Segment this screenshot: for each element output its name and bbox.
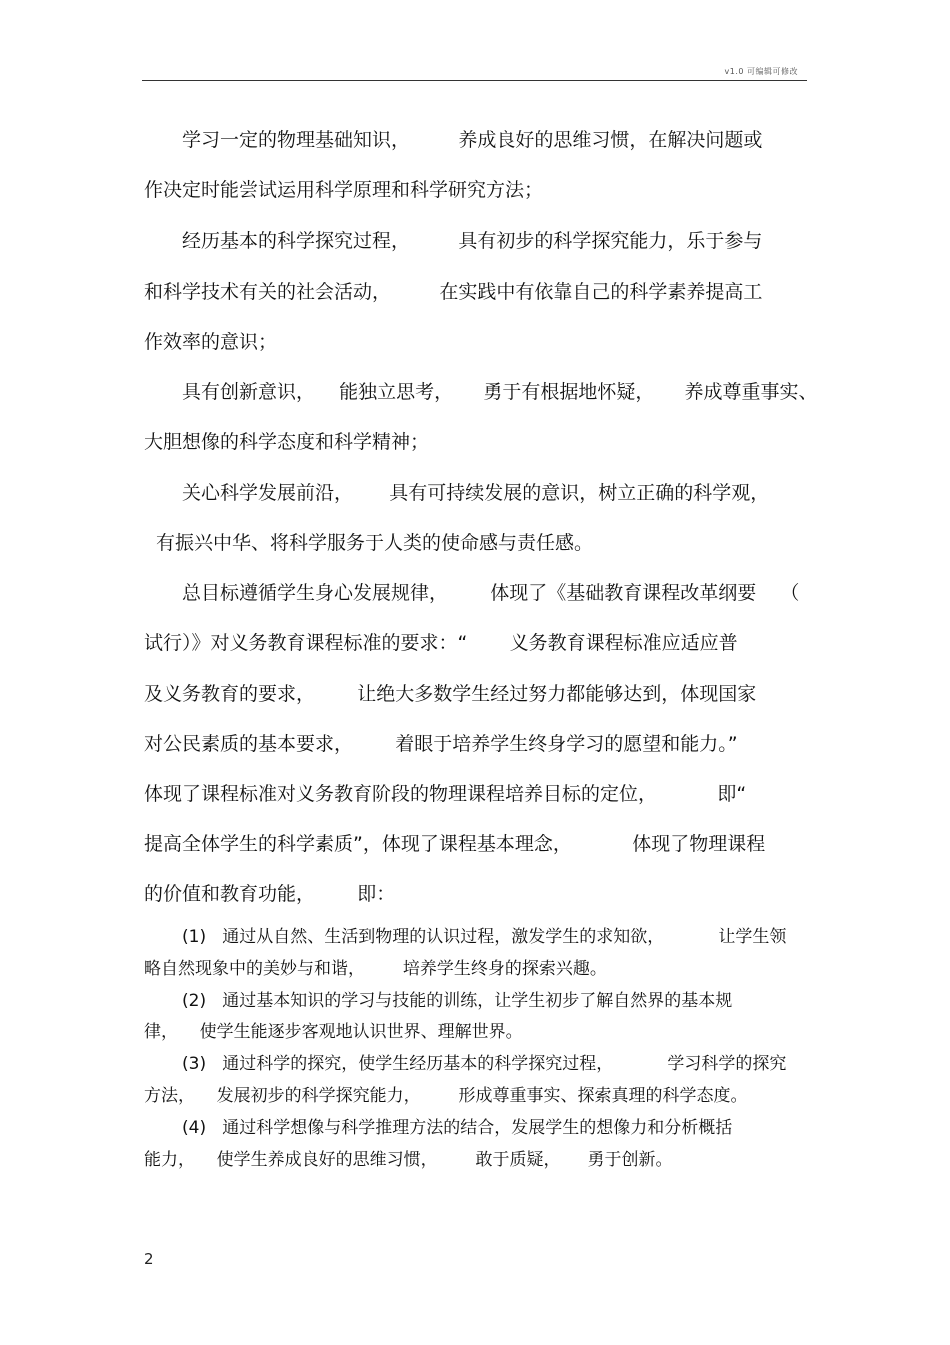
list-item-continuation: 律， 使学生能逐步客观地认识世界、理解世界。 bbox=[144, 1022, 523, 1042]
text-line: 总目标遵循学生身心发展规律， 体现了《基础教育课程改革纲要 （ bbox=[182, 582, 800, 604]
list-item: (2) 通过基本知识的学习与技能的训练，让学生初步了解自然界的基本规 bbox=[182, 991, 733, 1011]
header-divider bbox=[142, 80, 807, 81]
text-line: 作效率的意识； bbox=[144, 331, 278, 353]
list-item-continuation: 略自然现象中的美妙与和谐， 培养学生终身的探索兴趣。 bbox=[144, 959, 607, 979]
text-line: 具有创新意识， 能独立思考， 勇于有根据地怀疑， 养成尊重事实、 bbox=[182, 381, 818, 403]
list-item: (3) 通过科学的探究，使学生经历基本的科学探究过程， 学习科学的探究 bbox=[182, 1054, 787, 1074]
text-line: 有振兴中华、将科学服务于人类的使命感与责任感。 bbox=[156, 532, 594, 554]
list-item: (4) 通过科学想像与科学推理方法的结合，发展学生的想像力和分析概括 bbox=[182, 1118, 733, 1138]
text-line: 学习一定的物理基础知识， 养成良好的思维习惯，在解决问题或 bbox=[182, 129, 763, 151]
text-line: 及义务教育的要求， 让绝大多数学生经过努力都能够达到，体现国家 bbox=[144, 683, 757, 705]
text-line: 经历基本的科学探究过程， 具有初步的科学探究能力，乐于参与 bbox=[182, 230, 763, 252]
page-number: 2 bbox=[144, 1250, 154, 1268]
list-item: (1) 通过从自然、生活到物理的认识过程，激发学生的求知欲， 让学生领 bbox=[182, 927, 787, 947]
list-item-continuation: 方法， 发展初步的科学探究能力， 形成尊重事实、探索真理的科学态度。 bbox=[144, 1086, 748, 1106]
text-line: 关心科学发展前沿， 具有可持续发展的意识，树立正确的科学观， bbox=[182, 482, 770, 504]
text-line: 提高全体学生的科学素质”，体现了课程基本理念， 体现了物理课程 bbox=[144, 833, 766, 855]
text-line: 作决定时能尝试运用科学原理和科学研究方法； bbox=[144, 179, 544, 201]
header-version-label: v1.0 可编辑可修改 bbox=[724, 67, 798, 76]
text-line: 大胆想像的科学态度和科学精神； bbox=[144, 431, 430, 453]
text-line: 体现了课程标准对义务教育阶段的物理课程培养目标的定位， 即“ bbox=[144, 783, 747, 805]
text-line: 和科学技术有关的社会活动， 在实践中有依靠自己的科学素养提高工 bbox=[144, 281, 763, 303]
list-item-continuation: 能力， 使学生养成良好的思维习惯， 敢于质疑， 勇于创新。 bbox=[144, 1150, 673, 1170]
text-line: 试行）》对义务教育课程标准的要求：“ 义务教育课程标准应适应普 bbox=[144, 632, 738, 654]
text-line: 对公民素质的基本要求， 着眼于培养学生终身学习的愿望和能力。” bbox=[144, 733, 738, 755]
text-line: 的价值和教育功能， 即： bbox=[144, 883, 396, 905]
